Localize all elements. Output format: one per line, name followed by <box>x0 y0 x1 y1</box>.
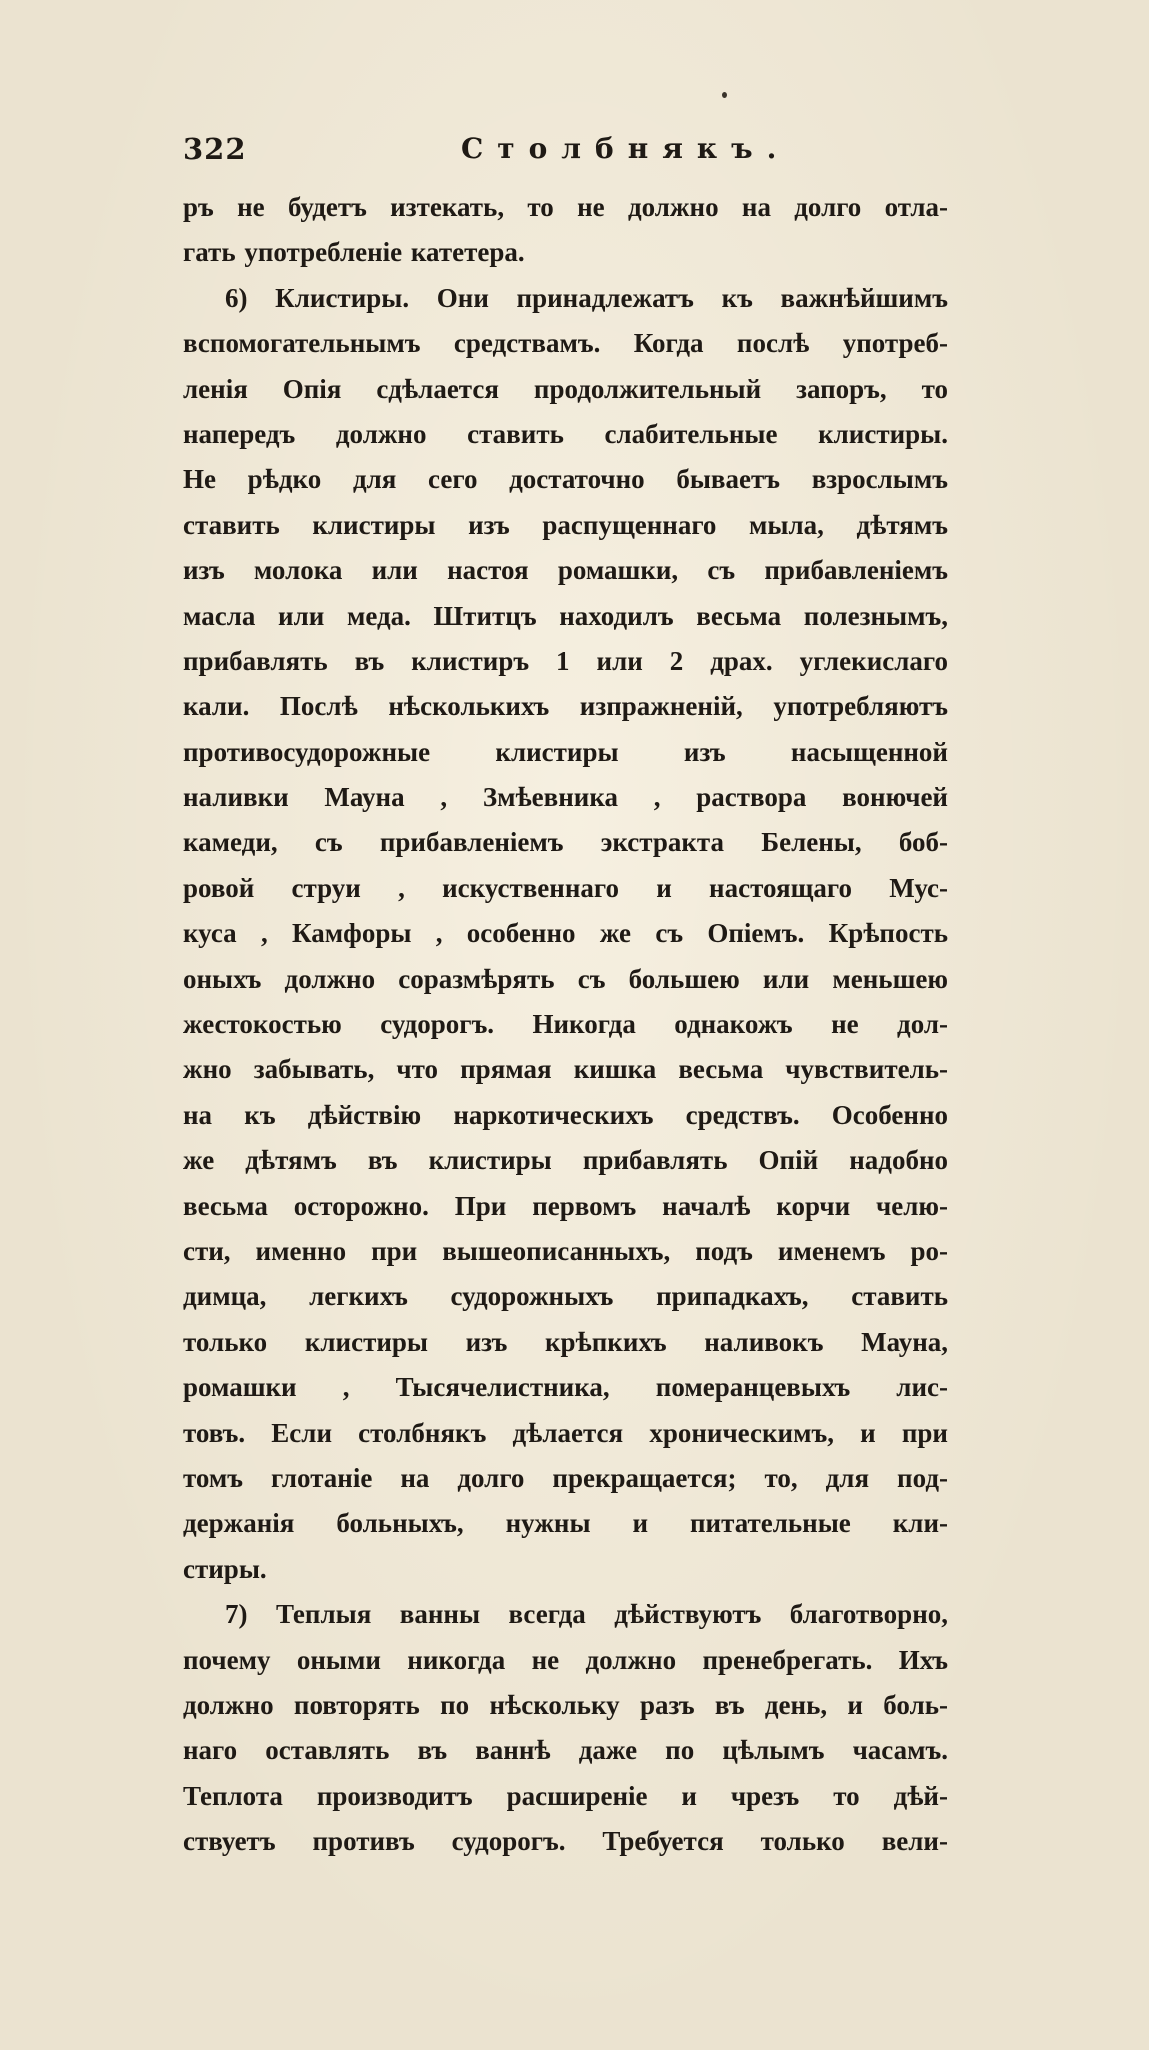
running-title: Столбнякъ. <box>461 132 791 165</box>
text-line: оныхъ должно соразмѣрять съ большею или меньшею <box>183 963 948 994</box>
text-line: товъ. Если столбнякъ дѣлается хроническимъ, и при <box>183 1417 948 1448</box>
text-line: гать употребленiе катетера. <box>183 237 525 268</box>
text-line: стиры. <box>183 1553 267 1584</box>
text-line: сти, именно при вышеописанныхъ, подъ именемъ ро- <box>183 1235 948 1266</box>
text-line: же дѣтямъ въ клистиры прибавлять Опiй надобно <box>183 1145 948 1176</box>
text-line: ставить клистиры изъ распущеннаго мыла, дѣтямъ <box>183 509 948 540</box>
text-line: кали. Послѣ нѣсколькихъ изпражненiй, употребляютъ <box>183 691 948 722</box>
section-heading-line: 6) Клистиры. Они принадлежатъ къ важнѣйшимъ <box>225 282 948 313</box>
text-line: ровой струи , искуственнаго и настоящаго Мус- <box>183 872 948 903</box>
text-line: только клистиры изъ крѣпкихъ наливокъ Мауна, <box>183 1326 948 1357</box>
text-line: почему оными никогда не должно пренебрегать. Ихъ <box>183 1644 948 1675</box>
text-line: изъ молока или настоя ромашки, съ прибавленiемъ <box>183 555 948 586</box>
text-line: ленiя Опiя сдѣлается продолжительный запоръ, то <box>183 373 948 404</box>
text-line: противосудорожные клистиры изъ насыщенной <box>183 736 948 767</box>
text-line: димца, легкихъ судорожныхъ припадкахъ, ставить <box>183 1281 948 1312</box>
text-line: наго оставлять въ ваннѣ даже по цѣлымъ часамъ. <box>183 1735 948 1766</box>
section-heading-line: 7) Теплыя ванны всегда дѣйствуютъ благотворно, <box>225 1599 948 1630</box>
text-line: должно повторять по нѣскольку разъ въ день, и боль- <box>183 1689 948 1720</box>
page-header <box>183 132 801 172</box>
text-line: масла или меда. Штитцъ находилъ весьма полезнымъ, <box>183 600 948 631</box>
text-line: куса , Камфоры , особенно же съ Опiемъ. Крѣпость <box>183 918 948 949</box>
ink-speck <box>722 92 727 98</box>
text-line: прибавлять въ клистиръ 1 или 2 драх. углекислаго <box>183 645 948 676</box>
text-line: томъ глотанiе на долго прекращается; то, для под- <box>183 1462 948 1493</box>
text-line: жно забывать, что прямая кишка весьма чувствитель- <box>183 1054 948 1085</box>
text-line: ромашки , Тысячелистника, померанцевыхъ лис- <box>183 1372 948 1403</box>
text-line: вспомогательнымъ средствамъ. Когда послѣ употреб- <box>183 328 948 359</box>
text-line: наливки Мауна , Змѣевника , раствора вонючей <box>183 782 948 813</box>
page-number: 322 <box>183 132 247 166</box>
text-line: напередъ должно ставить слабительные клистиры. <box>183 418 948 449</box>
text-line: камеди, съ прибавленiемъ экстракта Белены, боб- <box>183 827 948 858</box>
text-line: весьма осторожно. При первомъ началѣ корчи челю- <box>183 1190 948 1221</box>
text-line: держанiя больныхъ, нужны и питательные кли- <box>183 1508 948 1539</box>
text-line: жестокостью судорогъ. Никогда однакожъ не дол- <box>183 1009 948 1040</box>
text-line: Не рѣдко для сего достаточно бываетъ взрослымъ <box>183 464 948 495</box>
text-line: Теплота производитъ расширенiе и чрезъ то дѣй- <box>183 1780 948 1811</box>
body-text <box>183 185 1083 1864</box>
text-line: ръ не будетъ изтекать, то не должно на долго отла- <box>183 192 948 222</box>
text-line: ствуетъ противъ судорогъ. Требуется только вели- <box>183 1826 948 1857</box>
text-line: на къ дѣйствiю наркотическихъ средствъ. Особенно <box>183 1099 948 1130</box>
